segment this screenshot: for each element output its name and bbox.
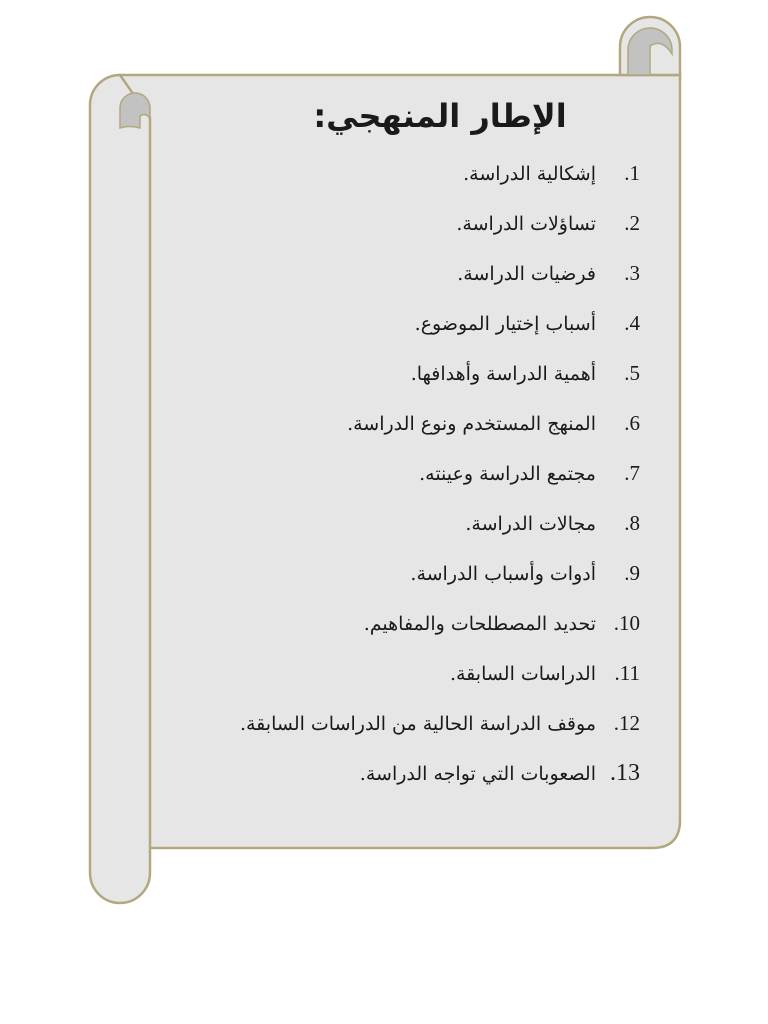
item-text: إشكالية الدراسة. [463, 163, 596, 185]
item-number: 13. [610, 760, 640, 786]
item-text: المنهج المستخدم ونوع الدراسة. [347, 413, 596, 435]
list-item [160, 148, 660, 198]
scroll-content [160, 90, 660, 798]
item-text: أدوات وأسباب الدراسة. [410, 563, 596, 585]
item-number: 5. [624, 361, 640, 385]
topic-list [160, 148, 660, 798]
item-text: تحديد المصطلحات والمفاهيم. [363, 613, 596, 635]
page-title: الإطار المنهجي: [313, 97, 567, 135]
item-number: 6. [624, 411, 640, 435]
item-number: 11. [614, 661, 640, 685]
list-item [160, 248, 660, 298]
item-number: 9. [624, 561, 640, 585]
list-item [160, 698, 660, 748]
list-item [160, 598, 660, 648]
item-text: مجالات الدراسة. [465, 513, 596, 535]
list-item [160, 748, 660, 798]
list-item [160, 448, 660, 498]
item-number: 7. [624, 461, 640, 485]
item-number: 4. [624, 311, 640, 335]
list-item [160, 648, 660, 698]
item-text: الدراسات السابقة. [449, 663, 596, 685]
item-text: أهمية الدراسة وأهدافها. [410, 363, 596, 385]
list-item [160, 548, 660, 598]
list-item [160, 348, 660, 398]
list-item [160, 498, 660, 548]
item-text: فرضيات الدراسة. [457, 263, 596, 285]
list-item [160, 298, 660, 348]
item-text: تساؤلات الدراسة. [456, 213, 596, 235]
left-roll [90, 75, 150, 903]
item-text: موقف الدراسة الحالية من الدراسات السابقة. [239, 713, 596, 735]
item-number: 8. [624, 511, 640, 535]
item-number: 12. [613, 711, 640, 735]
item-number: 10. [613, 611, 640, 635]
item-number: 2. [624, 211, 640, 235]
item-text: أسباب إختيار الموضوع. [414, 313, 596, 335]
list-item [160, 398, 660, 448]
item-text: مجتمع الدراسة وعينته. [419, 463, 596, 485]
list-item [160, 198, 660, 248]
item-number: 3. [624, 261, 640, 285]
item-number: 1. [624, 161, 640, 185]
item-text: الصعوبات التي تواجه الدراسة. [359, 763, 596, 785]
